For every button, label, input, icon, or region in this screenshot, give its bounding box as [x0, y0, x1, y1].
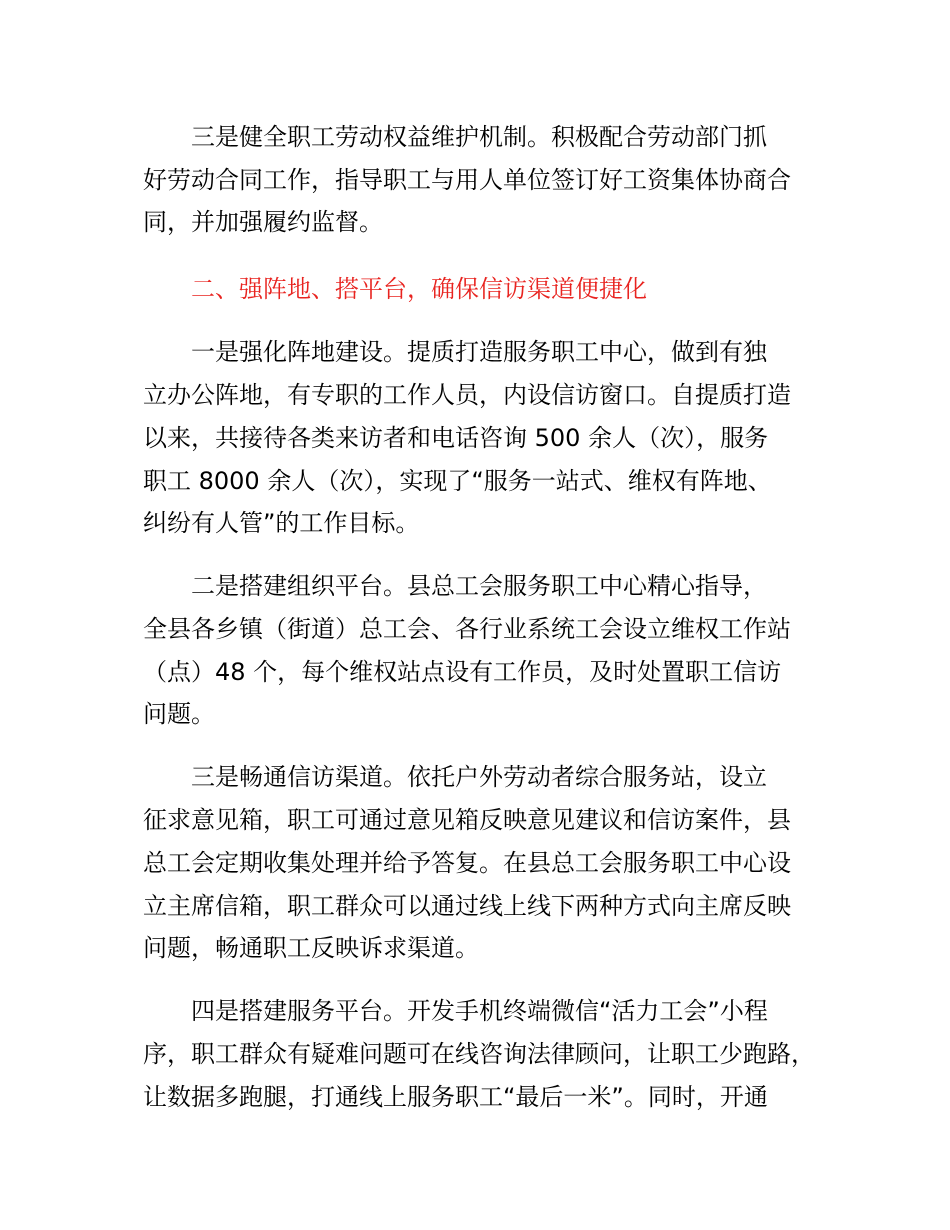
paragraph-1-line-2: 好劳动合同工作，指导职工与用人单位签订好工资集体协商合 [143, 166, 791, 194]
paragraph-5-line-1: 四是搭建服务平台。开发手机终端微信“活力工会”小程 [191, 997, 768, 1025]
paragraph-1-line-3: 同，并加强履约监督。 [143, 208, 383, 236]
paragraph-4-line-4: 立主席信箱，职工群众可以通过线上线下两种方式向主席反映 [143, 892, 791, 920]
paragraph-2-line-4: 职工 8000 余人（次），实现了“服务一站式、维权有阵地、 [143, 467, 772, 495]
paragraph-5-line-3: 让数据多跑腿，打通线上服务职工“最后一米”。同时，开通 [143, 1083, 768, 1111]
paragraph-2-line-3: 以来，共接待各类来访者和电话咨询 500 余人（次），服务 [143, 424, 769, 452]
paragraph-1-line-1: 三是健全职工劳动权益维护机制。积极配合劳动部门抓 [191, 123, 767, 151]
paragraph-4-line-5: 问题，畅通职工反映诉求渠道。 [143, 934, 479, 962]
paragraph-4-line-1: 三是畅通信访渠道。依托户外劳动者综合服务站，设立 [191, 763, 767, 791]
section-heading: 二、强阵地、搭平台，确保信访渠道便捷化 [191, 275, 647, 303]
paragraph-4-line-2: 征求意见箱，职工可通过意见箱反映意见建议和信访案件，县 [143, 806, 791, 834]
paragraph-2-line-5: 纠纷有人管”的工作目标。 [143, 509, 420, 537]
paragraph-3-line-1: 二是搭建组织平台。县总工会服务职工中心精心指导， [191, 572, 767, 600]
paragraph-3-line-2: 全县各乡镇（街道）总工会、各行业系统工会设立维权工作站 [143, 615, 791, 643]
paragraph-3-line-4: 问题。 [143, 700, 215, 728]
paragraph-2-line-1: 一是强化阵地建设。提质打造服务职工中心，做到有独 [191, 338, 767, 366]
paragraph-4-line-3: 总工会定期收集处理并给予答复。在县总工会服务职工中心设 [143, 849, 791, 877]
paragraph-3-line-3: （点）48 个，每个维权站点设有工作员，及时处置职工信访 [143, 658, 782, 686]
paragraph-2-line-2: 立办公阵地，有专职的工作人员，内设信访窗口。自提质打造 [143, 381, 791, 409]
paragraph-5-line-2: 序，职工群众有疑难问题可在线咨询法律顾问，让职工少跑路， [143, 1040, 815, 1068]
